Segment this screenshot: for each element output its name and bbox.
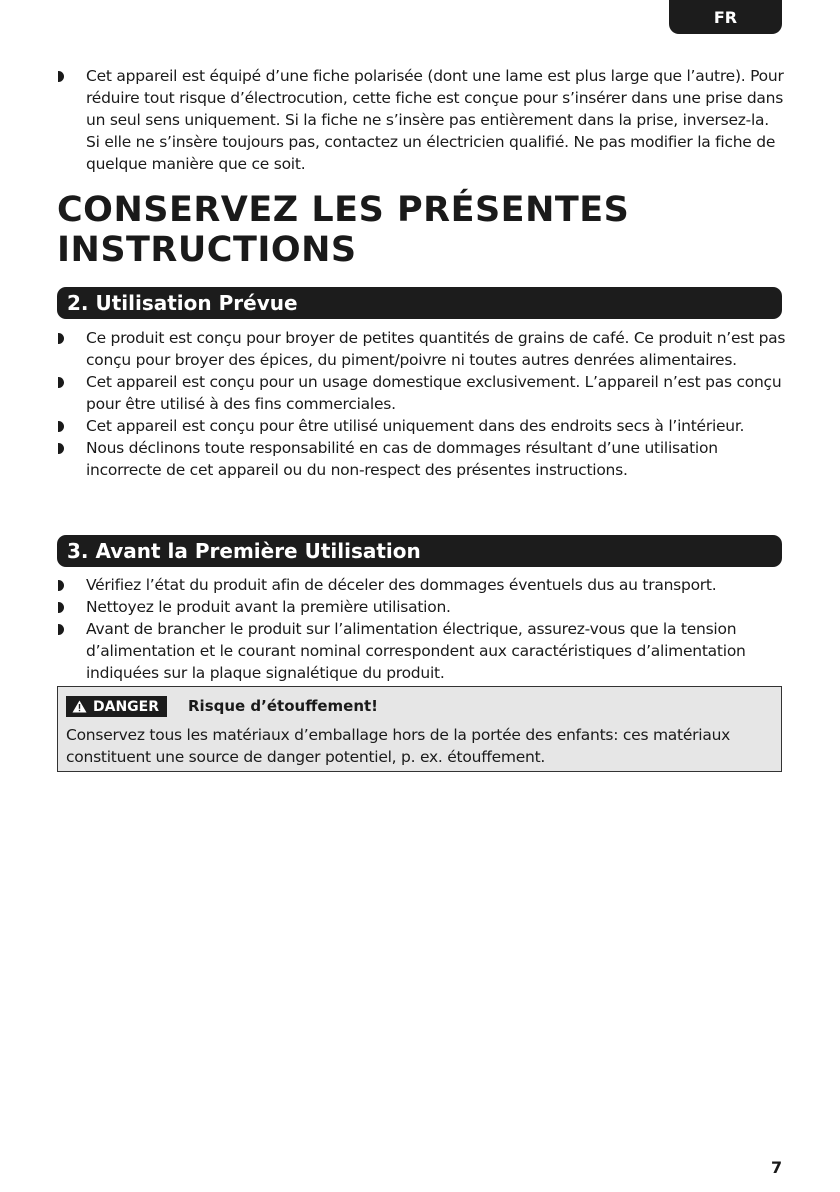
list-item-text: Vérifiez l’état du produit afin de déceler des dommages éventuels dus au transport. bbox=[86, 576, 717, 594]
list-item bbox=[58, 437, 786, 481]
list-item-text: Nous déclinons toute responsabilité en cas de dommages résultant d’une utilisation incorrecte de cet appareil ou du non-respect des présentes instructions. bbox=[86, 439, 718, 479]
bullet-icon bbox=[58, 624, 64, 635]
list-item bbox=[58, 574, 786, 596]
list-item bbox=[58, 371, 786, 415]
danger-badge bbox=[66, 696, 167, 717]
section-2-list bbox=[58, 327, 786, 481]
bullet-icon bbox=[58, 443, 64, 454]
list-item bbox=[58, 65, 786, 175]
bullet-icon bbox=[58, 71, 64, 82]
section-3-title: 3. Avant la Première Utilisation bbox=[67, 539, 421, 563]
danger-notice bbox=[57, 686, 782, 772]
list-item-text: Ce produit est conçu pour broyer de petites quantités de grains de café. Ce produit n’est pas conçu pour broyer des épices, du piment/poivre ni toutes autres denrées alimentaires. bbox=[86, 329, 786, 369]
list-item-text: Avant de brancher le produit sur l’alimentation électrique, assurez-vous que la tension d’alimentation et le courant nominal correspondent aux caractéristiques d’alimentation indiquées sur la plaque signalétique du produit. bbox=[86, 620, 746, 682]
intro-list bbox=[58, 65, 786, 175]
list-item bbox=[58, 596, 786, 618]
bullet-icon bbox=[58, 333, 64, 344]
list-item-text: Cet appareil est conçu pour un usage domestique exclusivement. L’appareil n’est pas conçu pour être utilisé à des fins commerciales. bbox=[86, 373, 782, 413]
bullet-icon bbox=[58, 377, 64, 388]
page-title: CONSERVEZ LES PRÉSENTES INSTRUCTIONS bbox=[57, 190, 630, 270]
section-2-header bbox=[57, 287, 782, 319]
danger-text: Conservez tous les matériaux d’emballage hors de la portée des enfants: ces matériaux constituent une source de danger potentiel, p. ex. étouffement. bbox=[66, 726, 731, 766]
list-item-text: Cet appareil est équipé d’une fiche polarisée (dont une lame est plus large que l’autre). Pour réduire tout risque d’électrocution, cette fiche est conçue pour s’insérer dans une prise dans un seul sens uniquement. Si la fiche ne s’insère pas entièrement dans la prise, inversez-la. Si elle ne s’insère toujours pas, contactez un électricien qualifié. Ne pas modifier la fiche de quelque manière que ce soit. bbox=[86, 67, 784, 173]
bullet-icon bbox=[58, 421, 64, 432]
danger-heading: Risque d’étouffement! bbox=[188, 697, 379, 715]
bullet-icon bbox=[58, 602, 64, 613]
list-item bbox=[58, 618, 786, 684]
danger-badge-label: DANGER bbox=[93, 698, 160, 715]
language-tab: FR bbox=[669, 0, 782, 34]
section-3-header bbox=[57, 535, 782, 567]
section-3-list bbox=[58, 574, 786, 684]
warning-triangle-icon bbox=[72, 700, 87, 713]
bullet-icon bbox=[58, 580, 64, 591]
list-item-text: Nettoyez le produit avant la première utilisation. bbox=[86, 598, 451, 616]
section-2-title: 2. Utilisation Prévue bbox=[67, 291, 298, 315]
list-item bbox=[58, 415, 786, 437]
list-item bbox=[58, 327, 786, 371]
list-item-text: Cet appareil est conçu pour être utilisé uniquement dans des endroits secs à l’intérieur. bbox=[86, 417, 745, 435]
page-number: 7 bbox=[771, 1158, 783, 1177]
